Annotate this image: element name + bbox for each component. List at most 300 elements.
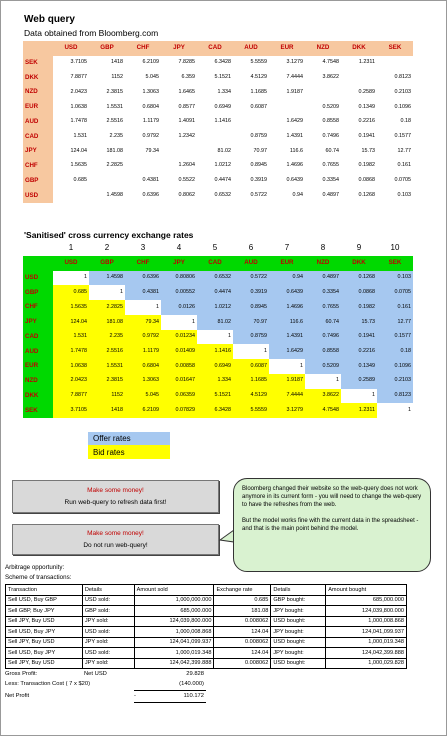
rate-cell: 1.1179 xyxy=(142,118,159,125)
table-cell: Sell USD, Buy JPY xyxy=(6,648,83,659)
table-cell: 1,000,008.868 xyxy=(134,627,214,638)
offer-rate-cell: 0.8123 xyxy=(377,389,413,404)
rate-cell: 81.02 xyxy=(217,147,231,154)
button-caption: Run web-query to refresh data first! xyxy=(64,499,167,506)
bid-rate-cell: 3.1279 xyxy=(269,403,305,418)
rate-cell: 3.1279 xyxy=(286,59,303,66)
offer-rate-cell: 0.4474 xyxy=(197,285,233,300)
offer-rate-cell: 0.0705 xyxy=(377,285,413,300)
sum-rule xyxy=(134,690,206,691)
header-cell: Details xyxy=(82,585,134,596)
net-profit-value: 110.172 xyxy=(183,693,204,699)
table-cell: 124,039,800.000 xyxy=(326,606,407,617)
table-cell: JPY sold: xyxy=(82,616,134,627)
offer-rate-cell: 0.7496 xyxy=(305,330,341,345)
row-header: JPY xyxy=(23,315,53,330)
rate-cell: 70.97 xyxy=(253,147,267,154)
table-cell: 685,000.000 xyxy=(326,595,407,606)
bid-rate-cell: 0.685 xyxy=(53,285,89,300)
cross-rates-table xyxy=(23,256,413,418)
rate-cell: 0.103 xyxy=(397,191,411,198)
bid-rate-cell: 1.3063 xyxy=(125,374,161,389)
offer-rate-cell: 15.73 xyxy=(341,315,377,330)
transaction-cost-label: Less: Transaction Cost ( 7 x $20) xyxy=(5,681,91,687)
rate-cell: 7.8877 xyxy=(70,74,87,81)
rate-cell: 1.6465 xyxy=(178,88,195,95)
offer-rate-cell: 0.94 xyxy=(269,271,305,286)
offer-rate-cell: 12.77 xyxy=(377,315,413,330)
offer-rate-cell: 0.8759 xyxy=(233,330,269,345)
column-header: GBP xyxy=(89,41,125,56)
bid-rate-cell: 5.045 xyxy=(125,389,161,404)
offer-rate-cell: 0.1349 xyxy=(341,359,377,374)
table-cell: 1,000,008.868 xyxy=(326,616,407,627)
column-number: 5 xyxy=(212,243,218,252)
row-header: GBP xyxy=(23,174,53,189)
rate-cell: 4.5129 xyxy=(250,74,267,81)
column-header: SEK xyxy=(377,256,413,271)
column-header: NZD xyxy=(305,41,341,56)
table-row xyxy=(6,658,407,669)
bid-rate-cell: 181.08 xyxy=(89,315,125,330)
bid-rate-cell: 1.7478 xyxy=(53,344,89,359)
rate-cell: 1.9187 xyxy=(286,88,303,95)
table-cell: Sell JPY, Buy USD xyxy=(6,637,83,648)
rate-cell: 0.8558 xyxy=(322,118,339,125)
column-header: CHF xyxy=(125,41,161,56)
table-cell: 124,041,099.937 xyxy=(326,627,407,638)
header-cell: Details xyxy=(271,585,326,596)
offer-rates-legend: Offer rates xyxy=(88,432,170,445)
table-cell: GBP bought: xyxy=(271,595,326,606)
row-header: NZD xyxy=(23,85,53,100)
table-cell: 685,000.000 xyxy=(134,606,214,617)
bid-rate-cell: 2.3815 xyxy=(89,374,125,389)
offer-rate-cell: 0.2216 xyxy=(341,344,377,359)
rate-cell: 0.8945 xyxy=(250,162,267,169)
diagonal-cell: 1 xyxy=(377,403,413,418)
rate-cell: 0.5522 xyxy=(178,177,195,184)
table-cell: Sell JPY, Buy USD xyxy=(6,658,83,669)
column-header: CHF xyxy=(125,256,161,271)
rate-cell: 7.4444 xyxy=(286,74,303,81)
rate-cell xyxy=(53,188,89,203)
rate-cell: 1152 xyxy=(111,74,123,81)
rate-cell: 116.6 xyxy=(289,147,303,154)
rate-cell: 1.4091 xyxy=(178,118,195,125)
bid-rate-cell: 0.06359 xyxy=(161,389,197,404)
offer-rate-cell: 0.0126 xyxy=(161,300,197,315)
offer-rate-cell: 0.7655 xyxy=(305,300,341,315)
rate-cell: 1.2604 xyxy=(178,162,195,169)
bid-rate-cell: 0.01234 xyxy=(161,330,197,345)
table-cell: JPY bought: xyxy=(271,606,326,617)
column-header: EUR xyxy=(269,256,305,271)
rate-cell: 1.5635 xyxy=(70,162,87,169)
rate-cell: 0.8062 xyxy=(178,191,195,198)
rate-cell: 0.6532 xyxy=(214,191,231,198)
row-header: AUD xyxy=(23,344,53,359)
rate-cell: 0.94 xyxy=(292,191,303,198)
column-number: 6 xyxy=(248,243,254,252)
column-header: USD xyxy=(53,41,89,56)
offer-rate-cell: 0.6532 xyxy=(197,271,233,286)
rate-cell: 0.1941 xyxy=(358,133,375,140)
offer-rate-cell: 0.6439 xyxy=(269,285,305,300)
rate-cell: 5.5559 xyxy=(250,59,267,66)
column-header: GBP xyxy=(89,256,125,271)
page-subtitle: Data obtained from Bloomberg.com xyxy=(24,28,159,38)
bid-rate-cell: 0.01647 xyxy=(161,374,197,389)
rate-cell: 1.531 xyxy=(73,133,87,140)
offer-rate-cell: 0.161 xyxy=(377,300,413,315)
rate-cell xyxy=(341,70,377,85)
rate-cell xyxy=(305,85,341,100)
row-header: EUR xyxy=(23,100,53,115)
column-number: 1 xyxy=(68,243,74,252)
rate-cell: 5.1521 xyxy=(214,74,231,81)
rate-cell: 0.8577 xyxy=(178,103,195,110)
offer-rate-cell: 0.18 xyxy=(377,344,413,359)
column-number: 3 xyxy=(140,243,146,252)
bid-rate-cell: 1.9187 xyxy=(269,374,305,389)
corner-cell xyxy=(23,256,53,271)
net-profit-label: Net Profit xyxy=(5,693,30,699)
rate-cell: 1.4696 xyxy=(286,162,303,169)
row-header: USD xyxy=(23,188,53,203)
table-cell: 124.04 xyxy=(214,627,271,638)
diagonal-cell: 1 xyxy=(341,389,377,404)
rate-cell: 6.359 xyxy=(181,74,195,81)
table-cell: 124,042,399.888 xyxy=(134,658,214,669)
row-header: CAD xyxy=(23,129,53,144)
rate-cell: 79.34 xyxy=(145,147,159,154)
table-cell: Sell JPY, Buy USD xyxy=(6,616,83,627)
offer-rate-cell: 81.02 xyxy=(197,315,233,330)
table-row xyxy=(6,616,407,627)
table-row xyxy=(6,627,407,638)
offer-rate-cell: 0.1982 xyxy=(341,300,377,315)
rate-cell: 0.6087 xyxy=(250,103,267,110)
rate-cell: 60.74 xyxy=(325,147,339,154)
bid-rate-cell: 0.6949 xyxy=(197,359,233,374)
bid-rate-cell: 7.8877 xyxy=(53,389,89,404)
offer-rate-cell: 0.1577 xyxy=(377,330,413,345)
gross-profit-value: 29.828 xyxy=(186,671,204,677)
rate-cell: 0.2216 xyxy=(358,118,375,125)
rate-cell: 0.0705 xyxy=(394,177,411,184)
rate-cell: 4.7548 xyxy=(322,59,339,66)
rate-cell: 7.8285 xyxy=(178,59,195,66)
row-header: AUD xyxy=(23,115,53,130)
diagonal-cell: 1 xyxy=(197,330,233,345)
bid-rate-cell: 1.5531 xyxy=(89,359,125,374)
table-row xyxy=(6,637,407,648)
rate-cell: 0.18 xyxy=(400,118,411,125)
row-header: JPY xyxy=(23,144,53,159)
column-numbers xyxy=(53,243,413,255)
bid-rate-cell: 124.04 xyxy=(53,315,89,330)
rate-cell: 1.3063 xyxy=(142,88,159,95)
bid-rate-cell: 6.3428 xyxy=(197,403,233,418)
rate-cell: 0.6804 xyxy=(142,103,159,110)
table-cell: 124.04 xyxy=(214,648,271,659)
rate-cell: 0.161 xyxy=(397,162,411,169)
rate-cell xyxy=(89,174,125,189)
offer-rate-cell: 1.4696 xyxy=(269,300,305,315)
row-header: SEK xyxy=(23,56,53,71)
page-title: Web query xyxy=(24,14,75,25)
rate-cell: 2.2825 xyxy=(106,162,123,169)
bid-rate-cell: 3.7105 xyxy=(53,403,89,418)
table-cell: JPY sold: xyxy=(82,637,134,648)
bid-rate-cell: 0.9792 xyxy=(125,330,161,345)
column-number: 9 xyxy=(356,243,362,252)
table-cell: 0.008062 xyxy=(214,637,271,648)
offer-rate-cell: 0.1268 xyxy=(341,271,377,286)
rate-cell: 1418 xyxy=(111,59,123,66)
bid-rates-legend: Bid rates xyxy=(88,445,170,459)
diagonal-cell: 1 xyxy=(53,271,89,286)
net-profit-dash: - xyxy=(134,693,136,699)
table-cell: JPY bought: xyxy=(271,627,326,638)
rate-cell: 1.0638 xyxy=(70,103,87,110)
bid-rate-cell: 2.0423 xyxy=(53,374,89,389)
rate-cell: 0.4897 xyxy=(322,191,339,198)
column-header: CAD xyxy=(197,41,233,56)
info-callout xyxy=(233,478,431,572)
bid-rate-cell: 0.00858 xyxy=(161,359,197,374)
table-cell: Sell USD, Buy GBP xyxy=(6,595,83,606)
rate-cell: 0.1268 xyxy=(358,191,375,198)
rate-cell xyxy=(377,56,413,71)
table-cell: 181.08 xyxy=(214,606,271,617)
table-cell: Sell GBP, Buy JPY xyxy=(6,606,83,617)
rate-cell: 0.4381 xyxy=(142,177,159,184)
rate-cell xyxy=(125,159,161,174)
column-number: 8 xyxy=(320,243,326,252)
rate-cell: 0.5209 xyxy=(322,103,339,110)
table-cell: 1,000,029.828 xyxy=(326,658,407,669)
table-cell: 1,000,000.000 xyxy=(134,595,214,606)
offer-rate-cell: 1.6429 xyxy=(269,344,305,359)
table-cell: 124,039,800.000 xyxy=(134,616,214,627)
rate-cell: 1.4598 xyxy=(106,191,123,198)
offer-rate-cell: 0.00552 xyxy=(161,285,197,300)
header-cell: Exchange rate xyxy=(214,585,271,596)
row-header: CHF xyxy=(23,300,53,315)
table-row xyxy=(6,595,407,606)
bid-rate-cell: 1.2311 xyxy=(341,403,377,418)
rate-cell: 1.7478 xyxy=(70,118,87,125)
rate-cell xyxy=(233,115,269,130)
offer-rate-cell: 0.2589 xyxy=(341,374,377,389)
rate-cell xyxy=(161,144,197,159)
offer-rate-cell: 0.4897 xyxy=(305,271,341,286)
rate-cell: 0.0868 xyxy=(358,177,375,184)
rate-cell: 1.0212 xyxy=(214,162,231,169)
rate-cell: 2.3815 xyxy=(106,88,123,95)
transaction-cost-value: (140.000) xyxy=(179,681,204,687)
column-header: NZD xyxy=(305,256,341,271)
table-cell: USD sold: xyxy=(82,627,134,638)
callout-paragraph-2: But the model works fine with the current data in the spreadsheet - and that is the main point behind the model. xyxy=(242,518,419,532)
table-cell: Sell USD, Buy JPY xyxy=(6,627,83,638)
rate-cell: 1.5531 xyxy=(106,103,123,110)
offer-rate-cell: 60.74 xyxy=(305,315,341,330)
rate-cell: 1.6429 xyxy=(286,118,303,125)
bid-rate-cell: 4.5129 xyxy=(233,389,269,404)
bid-rate-cell: 7.4444 xyxy=(269,389,305,404)
bid-rate-cell: 1.5635 xyxy=(53,300,89,315)
bid-rate-cell: 1152 xyxy=(89,389,125,404)
rate-cell: 0.6439 xyxy=(286,177,303,184)
table-cell: JPY bought: xyxy=(271,648,326,659)
column-header: AUD xyxy=(233,41,269,56)
table-cell: 124,041,099.937 xyxy=(134,637,214,648)
column-header: USD xyxy=(53,256,89,271)
rate-cell: 2.235 xyxy=(109,133,123,140)
bid-rate-cell: 0.6087 xyxy=(233,359,269,374)
row-header: NZD xyxy=(23,374,53,389)
table-cell: 0.008062 xyxy=(214,616,271,627)
raw-rates-table xyxy=(23,41,413,203)
rate-cell: 0.9792 xyxy=(142,133,159,140)
header-cell: Amount sold xyxy=(134,585,214,596)
button-caption: Do not run web-query! xyxy=(83,542,148,549)
rate-cell: 1.2311 xyxy=(358,59,375,66)
offer-rate-cell: 0.0868 xyxy=(341,285,377,300)
table-cell: USD bought: xyxy=(271,616,326,627)
column-header: AUD xyxy=(233,256,269,271)
offer-rate-cell: 0.6396 xyxy=(125,271,161,286)
header-cell: Amount bought xyxy=(326,585,407,596)
row-header: SEK xyxy=(23,403,53,418)
rate-cell: 0.2103 xyxy=(394,88,411,95)
rate-cell: 3.7105 xyxy=(70,59,87,66)
column-header: JPY xyxy=(161,41,197,56)
column-number: 10 xyxy=(390,243,400,252)
table-cell: USD sold: xyxy=(82,595,134,606)
column-header: SEK xyxy=(377,41,413,56)
table-row xyxy=(6,648,407,659)
row-header: DKK xyxy=(23,389,53,404)
bid-rate-cell: 2.235 xyxy=(89,330,125,345)
table-cell: 1,000,019.348 xyxy=(326,637,407,648)
rate-cell: 15.73 xyxy=(361,147,375,154)
row-header: EUR xyxy=(23,359,53,374)
diagonal-cell: 1 xyxy=(161,315,197,330)
bid-rate-cell: 5.1521 xyxy=(197,389,233,404)
rate-cell: 1.1685 xyxy=(250,88,267,95)
run-without-query-button[interactable] xyxy=(12,524,219,555)
table-cell: JPY sold: xyxy=(82,658,134,669)
rate-cell xyxy=(269,100,305,115)
column-header: EUR xyxy=(269,41,305,56)
bid-rate-cell: 1418 xyxy=(89,403,125,418)
header-cell: Transaction xyxy=(6,585,83,596)
total-rule xyxy=(134,702,206,703)
row-header: USD xyxy=(23,271,53,286)
rate-cell: 0.7655 xyxy=(322,162,339,169)
rate-cell: 1.4391 xyxy=(286,133,303,140)
offer-rate-cell: 0.8558 xyxy=(305,344,341,359)
row-header: DKK xyxy=(23,70,53,85)
bid-rate-cell: 0.01409 xyxy=(161,344,197,359)
diagonal-cell: 1 xyxy=(305,374,341,389)
rate-cell: 0.6949 xyxy=(214,103,231,110)
rate-cell: 0.5722 xyxy=(250,191,267,198)
offer-rate-cell: 0.3919 xyxy=(233,285,269,300)
rate-cell: 0.1982 xyxy=(358,162,375,169)
column-number: 2 xyxy=(104,243,110,252)
bid-rate-cell: 6.2109 xyxy=(125,403,161,418)
table-row xyxy=(6,606,407,617)
refresh-and-run-button[interactable] xyxy=(12,480,219,513)
bid-rate-cell: 1.0638 xyxy=(53,359,89,374)
offer-rate-cell: 70.97 xyxy=(233,315,269,330)
table-header-row xyxy=(6,585,407,596)
offer-rate-cell: 1.4598 xyxy=(89,271,125,286)
rate-cell: 5.045 xyxy=(145,74,159,81)
bid-rate-cell: 1.1179 xyxy=(125,344,161,359)
offer-rate-cell: 1.0212 xyxy=(197,300,233,315)
diagonal-cell: 1 xyxy=(269,359,305,374)
rate-cell: 1.334 xyxy=(217,88,231,95)
rate-cell: 0.8123 xyxy=(394,74,411,81)
bid-rate-cell: 3.8622 xyxy=(305,389,341,404)
rate-cell: 1.1416 xyxy=(214,118,231,125)
bid-rate-cell: 0.6804 xyxy=(125,359,161,374)
rate-cell: 0.8759 xyxy=(250,133,267,140)
offer-rate-cell: 0.5722 xyxy=(233,271,269,286)
rate-cell: 1.2342 xyxy=(178,133,195,140)
rate-cell: 0.2589 xyxy=(358,88,375,95)
bid-rate-cell: 2.5516 xyxy=(89,344,125,359)
column-number: 7 xyxy=(284,243,290,252)
row-header: GBP xyxy=(23,285,53,300)
column-header: DKK xyxy=(341,256,377,271)
bid-rate-cell: 5.5559 xyxy=(233,403,269,418)
offer-rate-cell: 0.1941 xyxy=(341,330,377,345)
table-cell: 0.685 xyxy=(214,595,271,606)
column-header: CAD xyxy=(197,256,233,271)
offer-rate-cell: 0.80806 xyxy=(161,271,197,286)
cross-rates-title: 'Sanitised' cross currency exchange rates xyxy=(24,230,194,240)
diagonal-cell: 1 xyxy=(89,285,125,300)
rate-cell: 124.04 xyxy=(70,147,87,154)
column-header: JPY xyxy=(161,256,197,271)
column-header: DKK xyxy=(341,41,377,56)
rate-cell: 0.3919 xyxy=(250,177,267,184)
bid-rate-cell: 1.531 xyxy=(53,330,89,345)
rate-cell: 0.3354 xyxy=(322,177,339,184)
button-title: Make some money! xyxy=(87,530,144,537)
rate-cell: 0.685 xyxy=(73,177,87,184)
bid-rate-cell: 79.34 xyxy=(125,315,161,330)
table-cell: USD sold: xyxy=(82,648,134,659)
column-number: 4 xyxy=(176,243,182,252)
offer-rate-cell: 1.4391 xyxy=(269,330,305,345)
rate-cell: 2.0423 xyxy=(70,88,87,95)
table-cell: GBP sold: xyxy=(82,606,134,617)
offer-rate-cell: 0.5209 xyxy=(305,359,341,374)
rate-cell: 0.7496 xyxy=(322,133,339,140)
offer-rate-cell: 0.2103 xyxy=(377,374,413,389)
table-cell: 0.008062 xyxy=(214,658,271,669)
rate-cell: 181.08 xyxy=(106,147,123,154)
rate-cell: 3.8622 xyxy=(322,74,339,81)
